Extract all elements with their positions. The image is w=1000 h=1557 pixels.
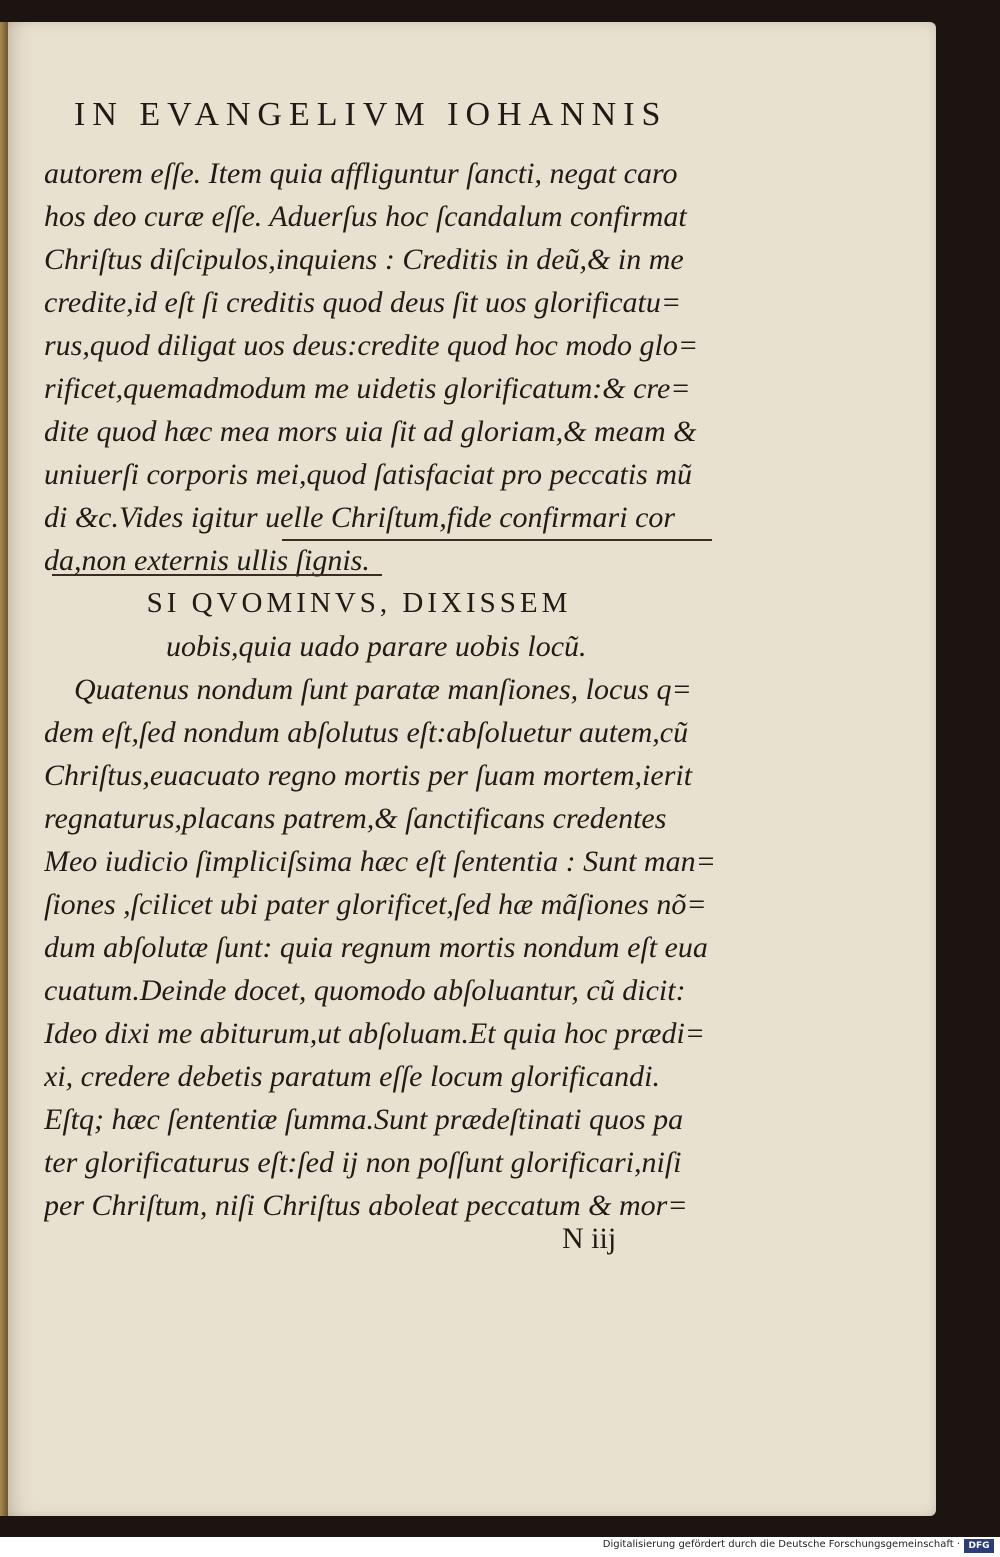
handwritten-underline bbox=[52, 574, 382, 576]
funding-credit: Digitalisierung gefördert durch die Deutsche Forschungsgemeinschaft · bbox=[602, 1539, 960, 1550]
text-line: ſiones ,ſcilicet ubi pater glorificet,ſed hæ mãſiones nõ= bbox=[44, 888, 707, 921]
text-line: dite quod hæc mea mors uia ſit ad gloriam,& meam & bbox=[44, 415, 697, 448]
text-line: Chriſtus diſcipulos,inquiens : Creditis in deũ,& in me bbox=[44, 243, 684, 276]
text-line: Chriſtus,euacuato regno mortis per ſuam mortem,ierit bbox=[44, 759, 693, 792]
text-line: per Chriſtum, niſi Chriſtus aboleat peccatum & mor= bbox=[44, 1189, 688, 1222]
handwritten-underline bbox=[282, 539, 712, 541]
text-line: ter glorificaturus eſt:ſed ij non poſſunt glorificari,niſi bbox=[44, 1146, 682, 1179]
text-line: xi, credere debetis paratum eſſe locum glorificandi. bbox=[44, 1060, 660, 1093]
text-line: di &c.Vides igitur uelle Chriſtum,fide confirmari cor bbox=[44, 501, 676, 534]
text-line: autorem eſſe. Item quia affliguntur ſancti, negat caro bbox=[44, 157, 678, 190]
text-line: hos deo curæ eſſe. Aduerſus hoc ſcandalum confirmat bbox=[44, 200, 687, 233]
text-line: Quatenus nondum ſunt paratæ manſiones, locus q= bbox=[74, 673, 692, 706]
running-head: IN EVANGELIVM IOHANNIS bbox=[74, 96, 668, 133]
lemma-line: uobis,quia uado parare uobis locũ. bbox=[166, 630, 587, 663]
text-line: dum abſolutæ ſunt: quia regnum mortis nondum eſt eua bbox=[44, 931, 708, 964]
text-line: da,non externis ullis ſignis. bbox=[44, 544, 370, 577]
text-line: dem eſt,ſed nondum abſolutus eſt:abſoluetur autem,cũ bbox=[44, 716, 689, 749]
text-line: rificet,quemadmodum me uidetis glorificatum:& cre= bbox=[44, 372, 691, 405]
dfg-logo: DFG bbox=[964, 1539, 994, 1553]
section-heading: SI QVOMINVS, DIXISSEM bbox=[146, 587, 572, 619]
text-line: uniuerſi corporis mei,quod ſatisfaciat pro peccatis mũ bbox=[44, 458, 693, 491]
text-line: Eſtq; hæc ſententiæ ſumma.Sunt prædeſtinati quos pa bbox=[44, 1103, 684, 1136]
text-line: Meo iudicio ſimpliciſsima hæc eſt ſententia : Sunt man= bbox=[44, 845, 716, 878]
footer-bar bbox=[0, 1537, 1000, 1557]
text-line: regnaturus,placans patrem,& ſanctificans credentes bbox=[44, 802, 667, 835]
signature-mark: N iij bbox=[562, 1222, 617, 1255]
text-line: rus,quod diligat uos deus:credite quod hoc modo glo= bbox=[44, 329, 699, 362]
page-text-block bbox=[44, 152, 744, 1227]
text-line: credite,id eſt ſi creditis quod deus ſit uos glorificatu= bbox=[44, 286, 682, 319]
book-spine-edge bbox=[0, 22, 8, 1516]
text-line: cuatum.Deinde docet, quomodo abſoluantur, cũ dicit: bbox=[44, 974, 686, 1007]
text-line: Ideo dixi me abiturum,ut abſoluam.Et quia hoc prædi= bbox=[44, 1017, 706, 1050]
